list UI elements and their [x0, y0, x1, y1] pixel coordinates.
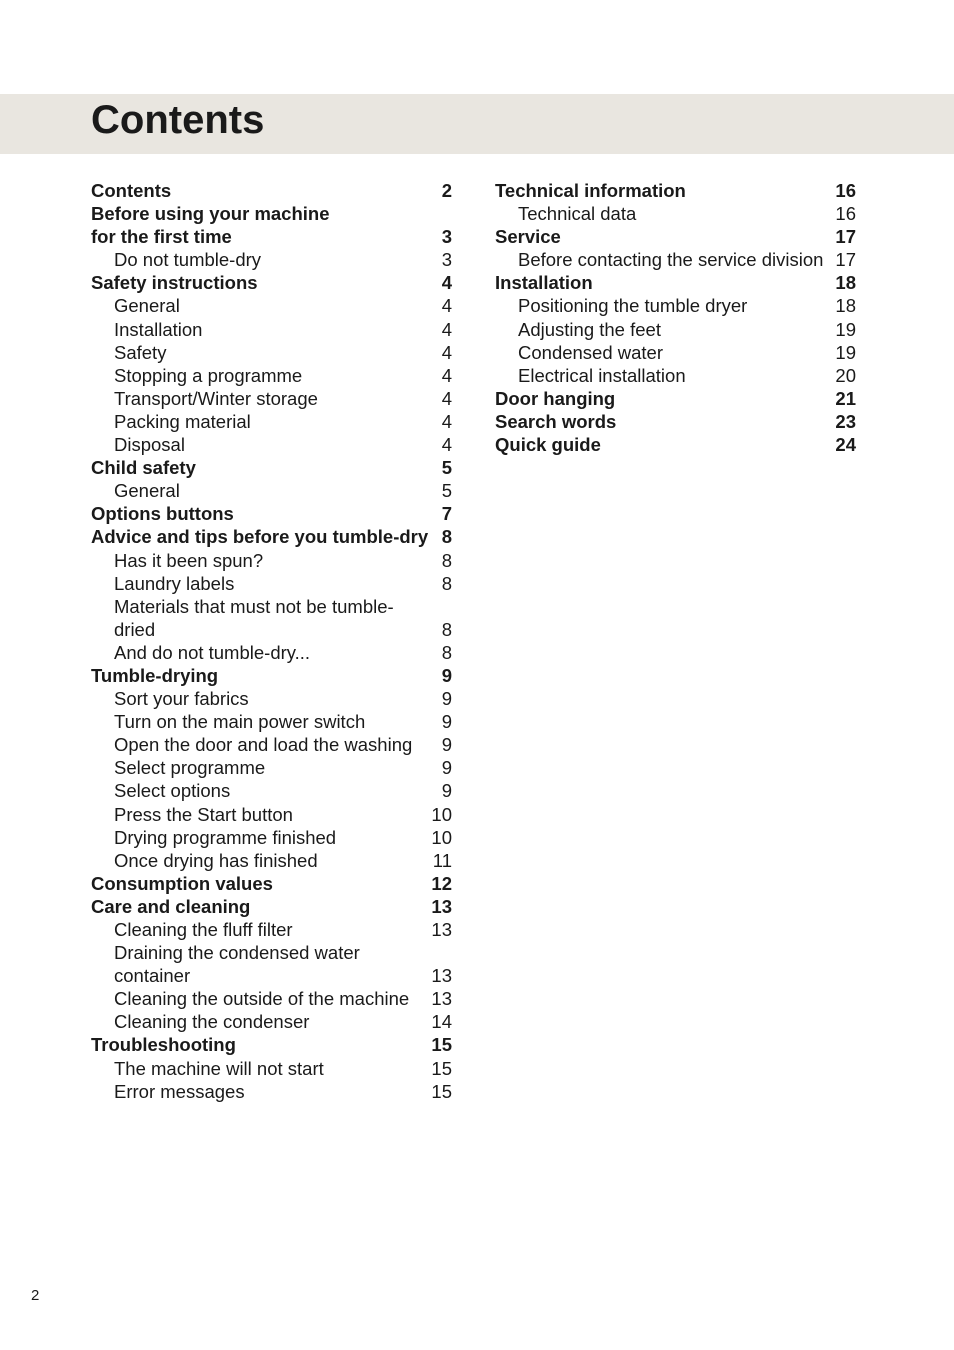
toc-section-entry[interactable]	[91, 1033, 452, 1056]
toc-entry-title: Technical information	[495, 180, 686, 201]
toc-entry-page-number: 8	[441, 618, 452, 640]
toc-subsection-entry[interactable]	[91, 549, 452, 572]
toc-entry-page-number: 4	[441, 387, 452, 409]
toc-entry-title: Options buttons	[91, 503, 234, 525]
toc-entry-page-number: 14	[431, 1011, 452, 1033]
toc-entry-page-number: 21	[835, 387, 856, 409]
toc-entry-title: The machine will not start	[114, 1057, 324, 1079]
toc-subsection-entry[interactable]	[91, 433, 452, 456]
toc-subsection-entry[interactable]	[91, 248, 452, 271]
toc-section-entry[interactable]	[495, 225, 856, 248]
toc-entry-title: Draining the condensed water container	[114, 942, 360, 987]
toc-entry-page-number: 15	[431, 1034, 452, 1056]
toc-subsection-entry[interactable]	[91, 364, 452, 387]
toc-subsection-entry[interactable]	[91, 387, 452, 410]
toc-entry-page-number: 15	[431, 1080, 452, 1102]
toc-subsection-entry[interactable]	[91, 779, 452, 802]
toc-subsection-entry[interactable]	[91, 572, 452, 595]
page-number: 2	[31, 1287, 40, 1304]
toc-entry-title: Installation	[495, 272, 593, 294]
toc-entry-page-number: 13	[431, 988, 452, 1010]
toc-entry-title: Cleaning the outside of the machine	[114, 988, 410, 1010]
toc-subsection-entry[interactable]	[91, 410, 452, 433]
toc-entry-title: Positioning the tumble dryer	[518, 295, 748, 317]
toc-entry-title: Before using your machine for the first time	[91, 203, 330, 248]
toc-entry-page-number: 19	[835, 341, 856, 363]
toc-entry-page-number: 4	[441, 341, 452, 363]
toc-entry-title: Transport/Winter storage	[114, 387, 318, 409]
toc-entry-title: Press the Start button	[114, 803, 293, 825]
toc-entry-title: Has it been spun?	[114, 549, 264, 571]
toc-entry-page-number: 8	[441, 549, 452, 571]
toc-entry-page-number: 4	[441, 318, 452, 340]
toc-section-entry[interactable]	[495, 433, 856, 456]
toc-entry-page-number: 8	[441, 526, 452, 548]
toc-subsection-entry[interactable]	[91, 1057, 452, 1080]
toc-entry-page-number: 9	[441, 711, 452, 733]
toc-entry-title: Contents	[91, 180, 172, 201]
toc-entry-page-number: 9	[441, 780, 452, 802]
toc-entry-page-number: 24	[835, 434, 856, 456]
toc-section-entry[interactable]	[91, 872, 452, 895]
toc-entry-title: Safety instructions	[91, 272, 258, 294]
toc-entry-title: Once drying has finished	[114, 849, 318, 871]
toc-entry-title: Select options	[114, 780, 231, 802]
toc-entry-page-number: 3	[441, 226, 452, 248]
toc-entry-title: Materials that must not be tumble-dried	[114, 595, 394, 640]
toc-entry-title: Stopping a programme	[114, 364, 303, 386]
toc-subsection-entry[interactable]	[91, 941, 452, 987]
toc-entry-title: Quick guide	[495, 434, 601, 456]
toc-section-entry[interactable]	[91, 502, 452, 525]
toc-subsection-entry[interactable]	[91, 849, 452, 872]
toc-subsection-entry[interactable]	[91, 641, 452, 664]
toc-section-entry[interactable]	[91, 202, 452, 248]
toc-entry-title: Cleaning the condenser	[114, 1011, 310, 1033]
toc-entry-title: Technical data	[518, 203, 637, 225]
toc-entry-page-number: 4	[441, 364, 452, 386]
toc-entry-title: General	[114, 480, 180, 502]
toc-section-entry[interactable]	[495, 410, 856, 433]
toc-section-entry[interactable]	[91, 664, 452, 687]
toc-entry-page-number: 8	[441, 641, 452, 663]
toc-entry-title: Turn on the main power switch	[114, 711, 366, 733]
toc-entry-title: Electrical installation	[518, 364, 686, 386]
toc-entry-page-number: 4	[441, 272, 452, 294]
toc-entry-page-number: 20	[835, 364, 856, 386]
toc-entry-title: Select programme	[114, 757, 266, 779]
toc-subsection-entry[interactable]	[91, 1080, 452, 1103]
toc-subsection-entry[interactable]	[91, 710, 452, 733]
toc-entry-title: Door hanging	[495, 387, 616, 409]
toc-entry-title: Laundry labels	[114, 572, 235, 594]
toc-entry-title: Before contacting the service division	[518, 249, 824, 271]
toc-entry-page-number: 18	[835, 295, 856, 317]
toc-entry-title: Error messages	[114, 1080, 245, 1102]
toc-entry-title: And do not tumble-dry...	[114, 641, 311, 663]
toc-entry-title: Tumble-drying	[91, 664, 219, 686]
toc-entry-page-number: 8	[441, 572, 452, 594]
toc-subsection-entry[interactable]	[495, 318, 856, 341]
toc-left-column	[91, 179, 452, 1103]
toc-section-entry[interactable]	[91, 271, 452, 294]
toc-subsection-entry[interactable]	[495, 364, 856, 387]
toc-entry-page-number: 10	[431, 826, 452, 848]
toc-entry-title: Drying programme finished	[114, 826, 337, 848]
toc-entry-page-number: 3	[441, 249, 452, 271]
toc-entry-title: Search words	[495, 410, 617, 432]
toc-section-entry[interactable]	[91, 895, 452, 918]
toc-entry-page-number: 4	[441, 295, 452, 317]
toc-section-entry[interactable]	[91, 525, 452, 548]
toc-subsection-entry[interactable]	[91, 595, 452, 641]
toc-subsection-entry[interactable]	[495, 294, 856, 317]
toc-section-entry[interactable]	[495, 271, 856, 294]
toc-right-column	[495, 179, 856, 456]
toc-entry-title: Care and cleaning	[91, 895, 251, 917]
toc-entry-title: Cleaning the fluff filter	[114, 919, 293, 940]
toc-entry-page-number: 23	[835, 410, 856, 432]
toc-entry-page-number: 2	[441, 180, 452, 201]
toc-subsection-entry[interactable]	[91, 987, 452, 1010]
toc-subsection-entry[interactable]	[91, 918, 452, 941]
toc-entry-page-number: 13	[431, 895, 452, 917]
page-title: Contents	[91, 98, 265, 142]
toc-entry-title: General	[114, 295, 180, 317]
toc-entry-title: Troubleshooting	[91, 1034, 236, 1056]
toc-entry-page-number: 16	[835, 203, 856, 225]
toc-entry-title: Do not tumble-dry	[114, 249, 262, 271]
toc-entry-page-number: 13	[431, 965, 452, 987]
toc-entry-page-number: 15	[431, 1057, 452, 1079]
toc-entry-page-number: 10	[431, 803, 452, 825]
toc-entry-page-number: 4	[441, 410, 452, 432]
toc-entry-page-number: 9	[441, 688, 452, 710]
toc-entry-page-number: 16	[835, 180, 856, 201]
toc-entry-title: Service	[495, 226, 561, 248]
toc-entry-page-number: 12	[431, 872, 452, 894]
toc-entry-page-number: 9	[441, 734, 452, 756]
toc-subsection-entry[interactable]	[91, 733, 452, 756]
toc-subsection-entry[interactable]	[91, 479, 452, 502]
toc-entry-title: Safety	[114, 341, 167, 363]
toc-entry-page-number: 9	[441, 757, 452, 779]
toc-subsection-entry[interactable]	[91, 687, 452, 710]
toc-subsection-entry[interactable]	[91, 756, 452, 779]
toc-section-entry[interactable]	[91, 179, 452, 202]
toc-entry-page-number: 13	[431, 919, 452, 940]
toc-section-entry[interactable]	[91, 456, 452, 479]
toc-entry-title: Disposal	[114, 434, 185, 456]
toc-entry-title: Installation	[114, 318, 203, 340]
toc-subsection-entry[interactable]	[91, 318, 452, 341]
toc-subsection-entry[interactable]	[91, 294, 452, 317]
toc-entry-title: Open the door and load the washing	[114, 734, 413, 756]
toc-entry-page-number: 11	[432, 849, 452, 871]
toc-subsection-entry[interactable]	[91, 341, 452, 364]
toc-section-entry[interactable]	[495, 179, 856, 202]
toc-subsection-entry[interactable]	[495, 202, 856, 225]
toc-subsection-entry[interactable]	[91, 803, 452, 826]
toc-entry-page-number: 9	[441, 664, 452, 686]
toc-entry-title: Child safety	[91, 457, 196, 479]
toc-entry-title: Sort your fabrics	[114, 688, 249, 710]
toc-entry-title: Adjusting the feet	[518, 318, 661, 340]
toc-entry-page-number: 17	[835, 249, 856, 271]
toc-subsection-entry[interactable]	[495, 341, 856, 364]
toc-entry-page-number: 19	[835, 318, 856, 340]
toc-entry-page-number: 5	[441, 480, 452, 502]
toc-subsection-entry[interactable]	[91, 826, 452, 849]
toc-subsection-entry[interactable]	[91, 1010, 452, 1033]
toc-entry-page-number: 7	[441, 503, 452, 525]
toc-entry-page-number: 17	[835, 226, 856, 248]
toc-entry-title: Advice and tips before you tumble-dry	[91, 526, 429, 548]
toc-entry-title: Condensed water	[518, 341, 664, 363]
toc-section-entry[interactable]	[495, 387, 856, 410]
toc-entry-title: Consumption values	[91, 872, 273, 894]
toc-entry-page-number: 18	[835, 272, 856, 294]
toc-entry-page-number: 5	[441, 457, 452, 479]
toc-subsection-entry[interactable]	[495, 248, 856, 271]
toc-entry-title: Packing material	[114, 410, 251, 432]
toc-entry-page-number: 4	[441, 434, 452, 456]
